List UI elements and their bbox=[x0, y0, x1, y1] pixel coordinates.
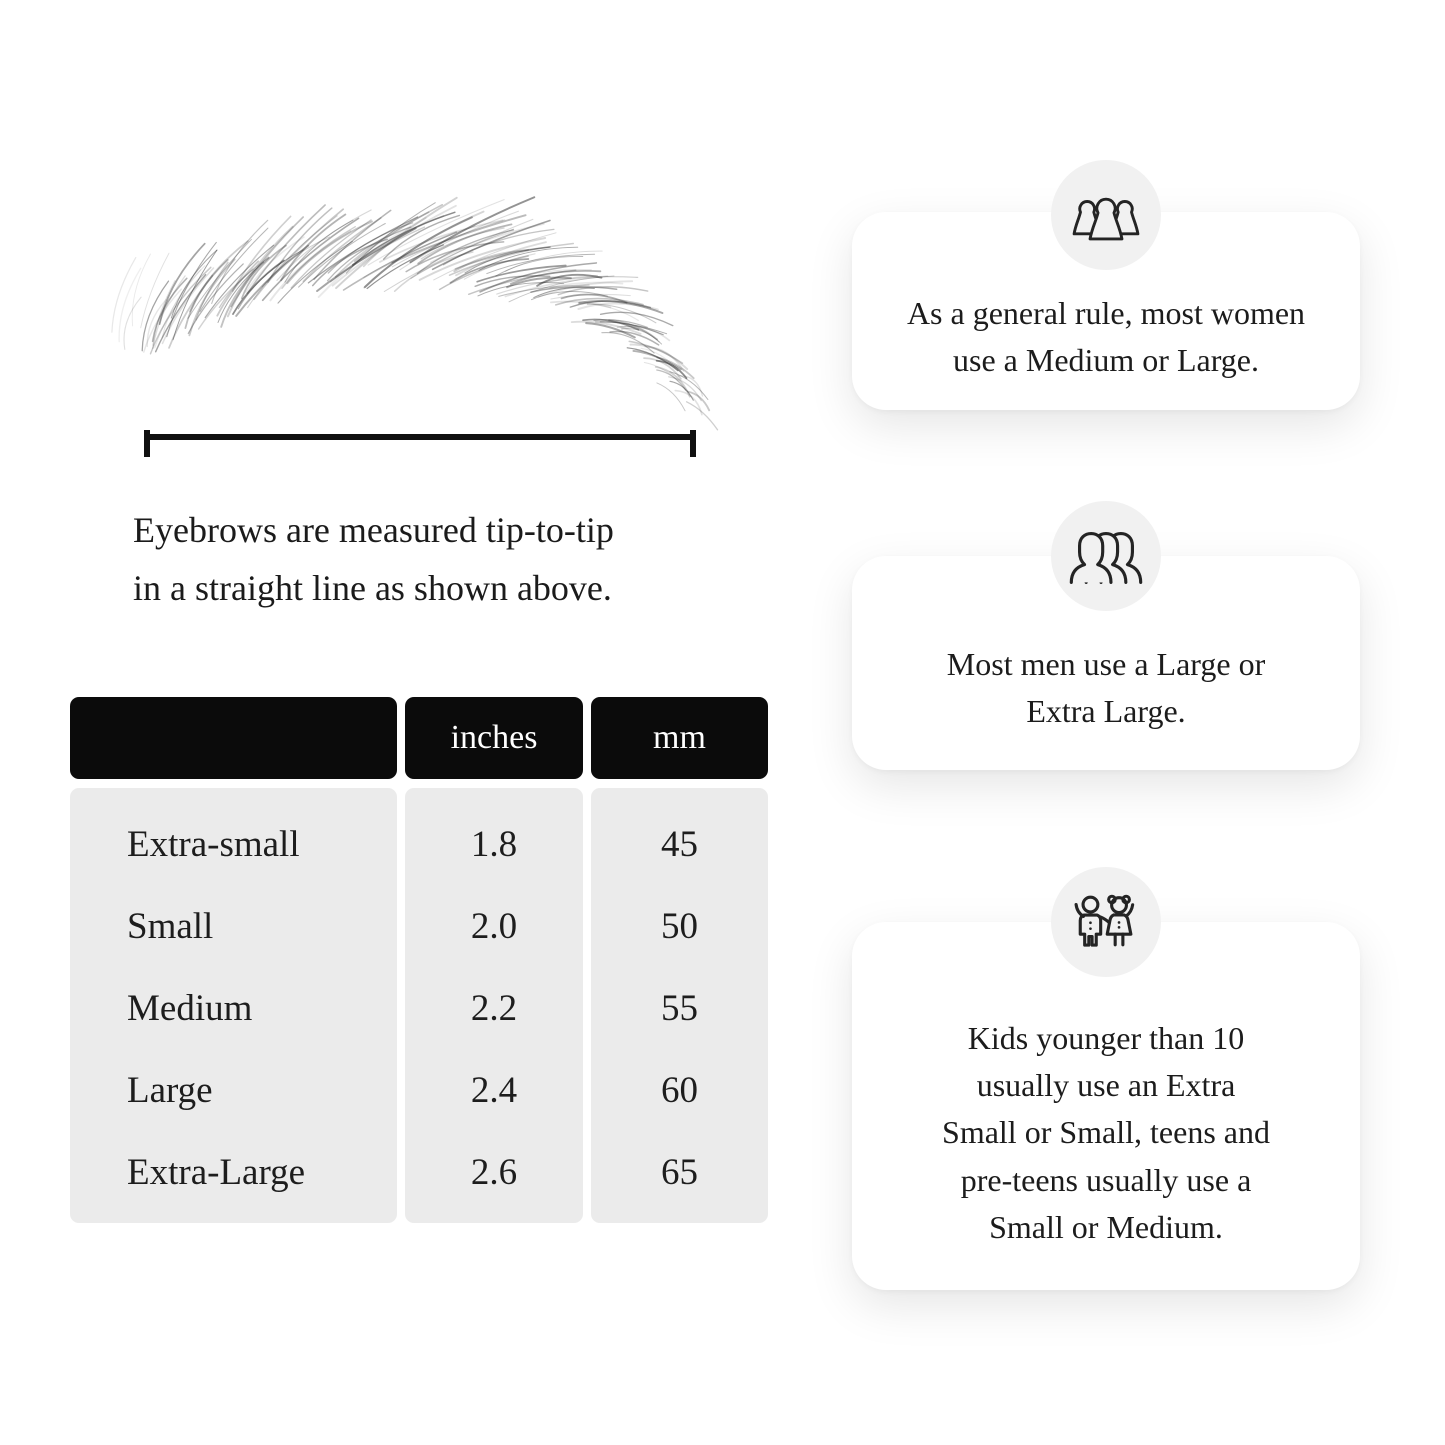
table-cell-size: Extra-Large bbox=[127, 1151, 306, 1193]
size-table bbox=[70, 697, 768, 1223]
table-cell-inches: 2.6 bbox=[470, 1151, 518, 1193]
table-cell-mm: 45 bbox=[661, 824, 698, 866]
table-cell-mm: 65 bbox=[661, 1151, 698, 1193]
card-kids-line-4: pre-teens usually use a bbox=[960, 1161, 1252, 1198]
card-men-line-1: Most men use a Large or bbox=[946, 645, 1266, 682]
kids-icon-circle bbox=[1051, 867, 1161, 977]
table-cell-size: Large bbox=[127, 1069, 213, 1111]
table-header-mm: mm bbox=[591, 697, 768, 779]
measurement-caption bbox=[133, 502, 753, 617]
card-women-line-1: As a general rule, most women bbox=[906, 294, 1306, 331]
card-kids-line-2: usually use an Extra bbox=[976, 1067, 1236, 1104]
table-body-size bbox=[70, 788, 397, 1223]
table-cell-mm: 50 bbox=[661, 906, 698, 948]
women-icon-circle bbox=[1051, 160, 1161, 270]
card-women-line-2: use a Medium or Large. bbox=[953, 342, 1259, 378]
card-men-line-2: Extra Large. bbox=[1026, 693, 1186, 729]
measurement-line bbox=[145, 434, 695, 440]
table-header-inches: inches bbox=[405, 697, 583, 779]
size-table-column-mm bbox=[591, 697, 768, 1223]
table-cell-inches: 2.4 bbox=[470, 1069, 518, 1111]
table-body-mm bbox=[591, 788, 768, 1223]
card-kids-recommendation bbox=[852, 922, 1360, 1290]
men-icon-circle bbox=[1051, 501, 1161, 611]
table-header-blank bbox=[70, 697, 397, 779]
size-table-column-size bbox=[70, 697, 397, 1223]
table-cell-size: Medium bbox=[127, 987, 253, 1029]
caption-line-1: Eyebrows are measured tip-to-tip bbox=[133, 510, 614, 550]
kids-icon bbox=[1069, 892, 1143, 952]
caption-line-2: in a straight line as shown above. bbox=[133, 567, 612, 608]
table-cell-size: Extra-small bbox=[127, 824, 300, 866]
women-group-icon bbox=[1068, 186, 1144, 244]
table-cell-inches: 2.2 bbox=[470, 987, 518, 1029]
men-group-icon bbox=[1068, 526, 1144, 586]
table-cell-inches: 1.8 bbox=[470, 824, 518, 866]
size-table-column-inches bbox=[405, 697, 583, 1223]
eyebrow-sketch bbox=[100, 224, 720, 429]
table-cell-inches: 2.0 bbox=[470, 906, 518, 948]
table-cell-size: Small bbox=[127, 906, 214, 948]
table-body-inches bbox=[405, 788, 583, 1223]
card-kids-line-3: Small or Small, teens and bbox=[942, 1114, 1270, 1151]
card-kids-line-1: Kids younger than 10 bbox=[967, 1020, 1245, 1057]
table-cell-mm: 55 bbox=[661, 987, 698, 1029]
card-kids-line-5: Small or Medium. bbox=[989, 1208, 1223, 1245]
table-cell-mm: 60 bbox=[661, 1069, 698, 1111]
